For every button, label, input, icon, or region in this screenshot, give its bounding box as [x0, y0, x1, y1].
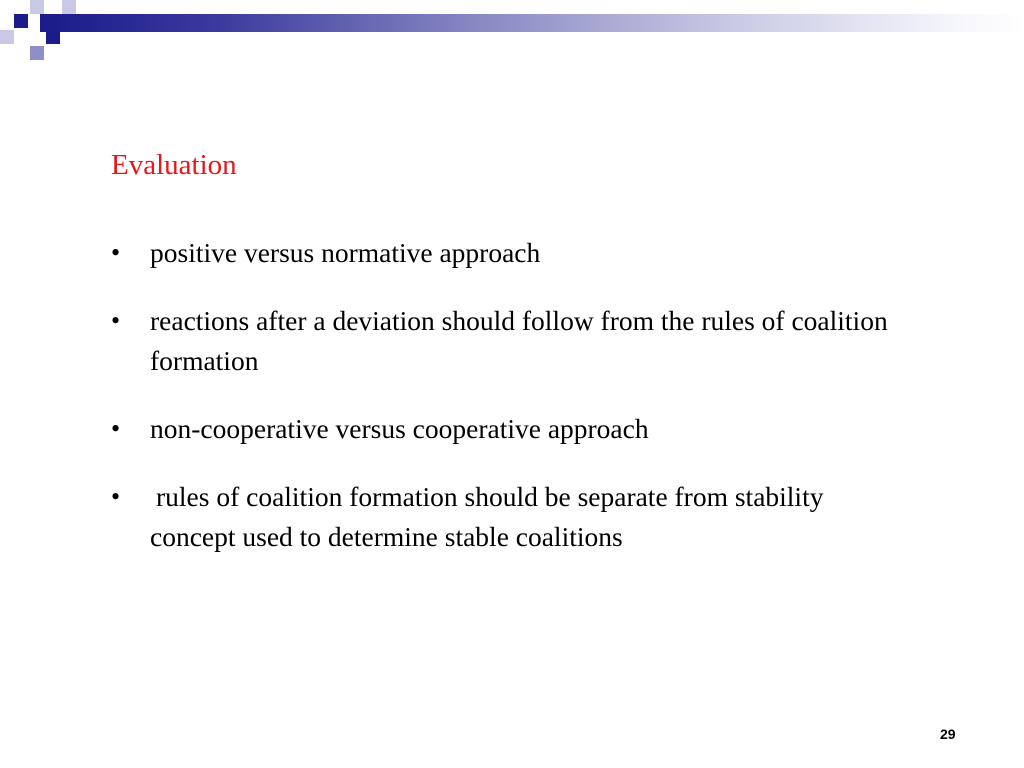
- header-gradient-bar: [40, 14, 1024, 32]
- header-square: [30, 46, 44, 60]
- header-square: [62, 0, 76, 14]
- bullet-item: [111, 233, 901, 273]
- bullet-text: non-cooperative versus cooperative approach: [150, 413, 649, 444]
- bullet-item: [111, 477, 901, 557]
- bullet-item: [111, 409, 901, 449]
- bullet-item: [111, 301, 901, 381]
- slide-title: Evaluation: [111, 149, 237, 181]
- header-square: [46, 30, 60, 44]
- bullet-icon: •: [111, 238, 121, 267]
- bullet-text: positive versus normative approach: [150, 237, 541, 268]
- bullet-text: rules of coalition formation should be separate from stability concept used to determine stable coalitions: [150, 481, 824, 552]
- header-square: [14, 14, 28, 28]
- bullet-list: [111, 233, 901, 585]
- bullet-icon: •: [111, 414, 121, 443]
- page-number: 29: [940, 726, 956, 742]
- bullet-icon: •: [111, 482, 121, 511]
- header-square: [0, 30, 14, 44]
- header-square: [30, 0, 44, 14]
- bullet-text: reactions after a deviation should follow from the rules of coalition formation: [150, 305, 888, 376]
- bullet-icon: •: [111, 306, 121, 335]
